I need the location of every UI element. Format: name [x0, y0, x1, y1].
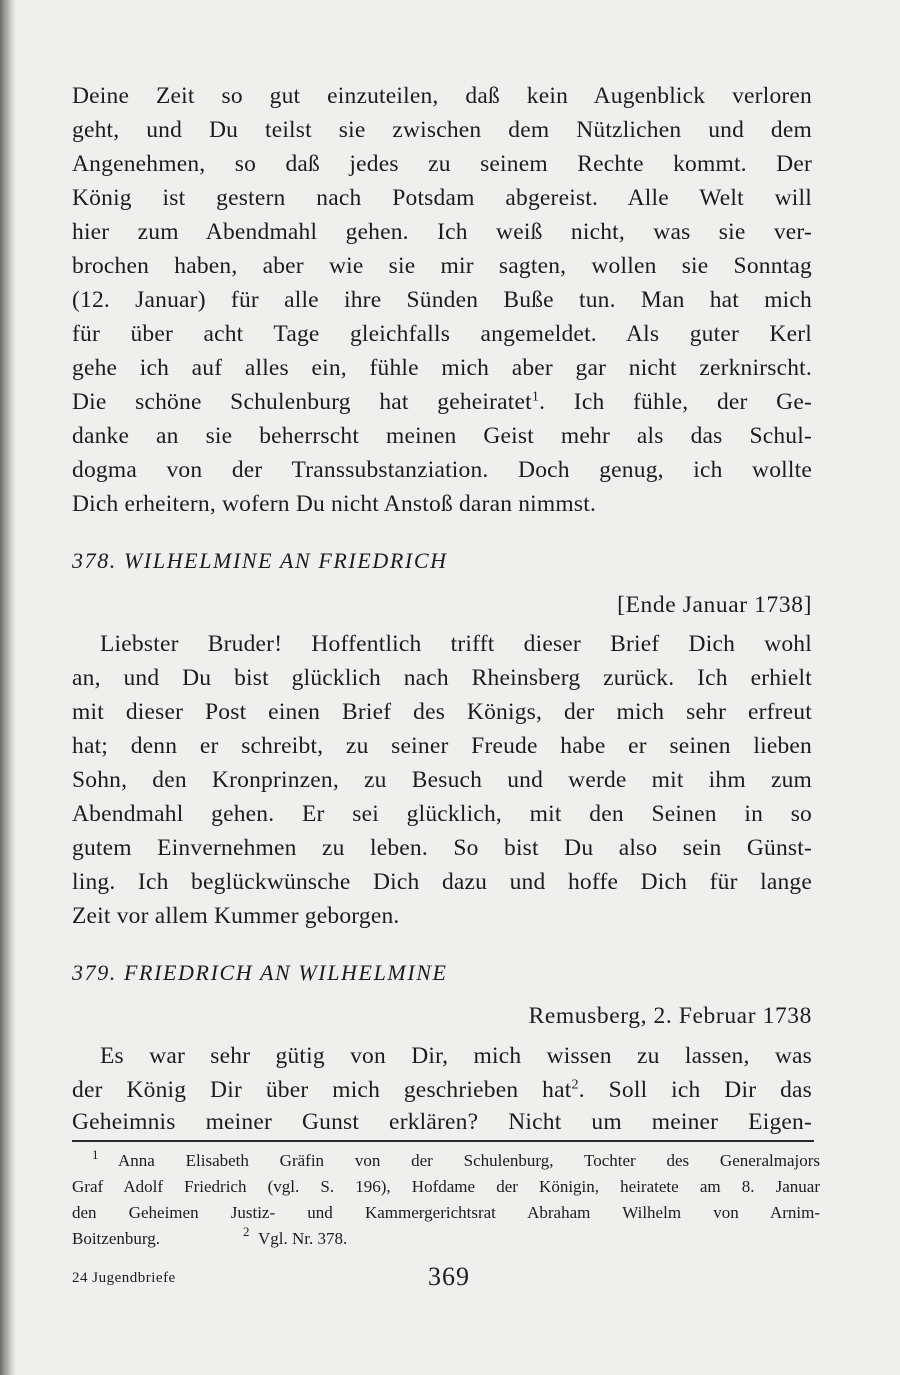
text-line: Angenehmen, so daß jedes zu seinem Rechte kommt. Der	[72, 151, 812, 177]
footnote-2-marker: 2	[243, 1224, 250, 1239]
text-segment: . Soll ich Dir das	[578, 1077, 813, 1103]
text-line: für über acht Tage gleichfalls angemeldet. Als guter Kerl	[72, 321, 812, 347]
text-line: ling. Ich beglückwünsche Dich dazu und hoffe Dich für lange	[72, 869, 812, 895]
letter-378-heading: 378. WILHELMINE AN FRIEDRICH	[72, 548, 448, 573]
text-line: Geheimnis meiner Gunst erklären? Nicht um meiner Eigen-	[72, 1109, 812, 1135]
letter-379-dateline: Remusberg, 2. Februar 1738	[528, 1003, 812, 1029]
footnote-ref-2[interactable]: 2	[571, 1076, 579, 1093]
text-line: brochen haben, aber wie sie mir sagten, wollen sie Sonntag	[72, 253, 812, 279]
page-edge-shadow	[0, 0, 16, 1375]
text-line: dogma von der Transsubstanziation. Doch genug, ich wollte	[72, 457, 812, 483]
footnote-ref-1[interactable]: 1	[531, 388, 540, 405]
letter-379-heading: 379. FRIEDRICH AN WILHELMINE	[72, 960, 448, 985]
text-line: mit dieser Post einen Brief des Königs, der mich sehr erfreut	[72, 699, 812, 725]
text-line: Es war sehr gütig von Dir, mich wissen zu lassen, was	[100, 1043, 812, 1069]
text-line: geht, und Du teilst sie zwischen dem Nützlichen und dem	[72, 117, 812, 143]
footnote-line: Boitzenburg.	[72, 1229, 160, 1248]
printer-signature: 24 Jugendbriefe	[72, 1270, 176, 1286]
letter-378-dateline: [Ende Januar 1738]	[617, 592, 812, 618]
text-line: Zeit vor allem Kummer geborgen.	[72, 903, 400, 929]
text-line: Abendmahl gehen. Er sei glücklich, mit den Seinen in so	[72, 801, 812, 827]
text-line: König ist gestern nach Potsdam abgereist. Alle Welt will	[72, 185, 812, 211]
text-segment: Die schöne Schulenburg hat geheiratet	[72, 389, 532, 415]
footnote-line: den Geheimen Justiz- und Kammergerichtsrat Abraham Wilhelm von Arnim-	[72, 1203, 820, 1222]
text-line: gutem Einvernehmen zu leben. So bist Du also sein Günst-	[72, 835, 812, 861]
text-line: hier zum Abendmahl gehen. Ich weiß nicht, was sie ver-	[72, 219, 812, 245]
footnote-1-marker: 1	[92, 1147, 99, 1162]
text-line: Deine Zeit so gut einzuteilen, daß kein Augenblick verloren	[72, 83, 812, 109]
footnote-2-text: Vgl. Nr. 378.	[258, 1229, 348, 1248]
text-line: Dich erheitern, wofern Du nicht Anstoß daran nimmst.	[72, 491, 597, 517]
text-line-with-footnote	[72, 1073, 812, 1107]
text-line: gehe ich auf alles ein, fühle mich aber gar nicht zerknirscht.	[72, 355, 812, 381]
text-line: Sohn, den Kronprinzen, zu Besuch und werde mit ihm zum	[72, 767, 812, 793]
text-segment: . Ich fühle, der Ge-	[539, 389, 813, 415]
footnote-line: Anna Elisabeth Gräfin von der Schulenburg, Tochter des Generalmajors	[118, 1151, 820, 1170]
footnote-divider	[72, 1140, 814, 1142]
text-line-with-footnote	[72, 385, 812, 419]
text-segment: der König Dir über mich geschrieben hat	[72, 1077, 572, 1103]
text-line: hat; denn er schreibt, zu seiner Freude habe er seinen lieben	[72, 733, 812, 759]
text-line: (12. Januar) für alle ihre Sünden Buße tun. Man hat mich	[72, 287, 812, 313]
text-line: Liebster Bruder! Hoffentlich trifft dieser Brief Dich wohl	[100, 631, 812, 657]
page-number: 369	[428, 1262, 470, 1291]
text-line: an, und Du bist glücklich nach Rheinsberg zurück. Ich erhielt	[72, 665, 812, 691]
footnote-line: Graf Adolf Friedrich (vgl. S. 196), Hofdame der Königin, heiratete am 8. Januar	[72, 1177, 820, 1196]
text-line: danke an sie beherrscht meinen Geist mehr als das Schul-	[72, 423, 812, 449]
